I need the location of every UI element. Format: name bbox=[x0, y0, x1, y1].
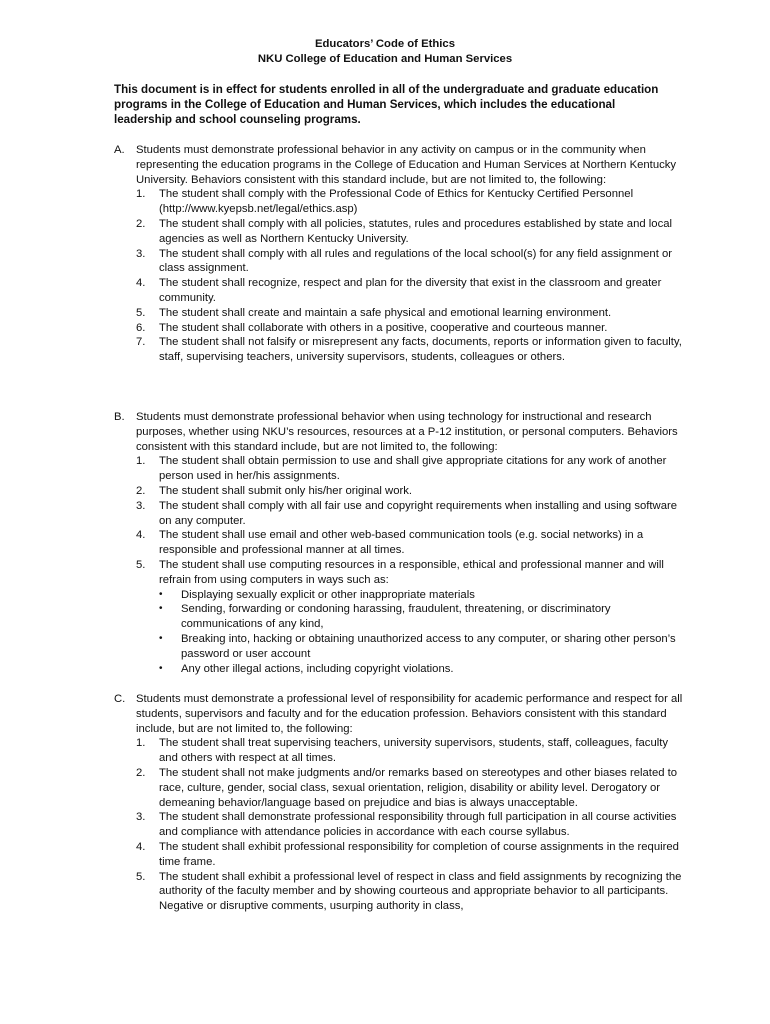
section-letter: C. bbox=[114, 693, 126, 705]
list-item bbox=[114, 736, 684, 766]
item-number: 3. bbox=[136, 247, 146, 260]
list-item bbox=[114, 840, 684, 870]
item-text: The student shall create and maintain a safe physical and emotional learning environment. bbox=[159, 306, 612, 319]
bullet-text: Breaking into, hacking or obtaining unauthorized access to any computer, or sharing other person’s password or user account bbox=[181, 632, 676, 660]
item-number: 2. bbox=[136, 766, 146, 779]
item-number: 1. bbox=[136, 455, 146, 468]
list-item bbox=[114, 247, 684, 277]
list-item bbox=[114, 187, 684, 217]
item-list bbox=[114, 736, 684, 914]
intro-paragraph: This document is in effect for students enrolled in all of the undergraduate and graduate education programs in the College of Education and Human Services, which includes the educational leadership and school counseling programs. bbox=[114, 83, 659, 126]
list-item bbox=[114, 558, 684, 588]
item-text: The student shall comply with the Professional Code of Ethics for Kentucky Certified Personnel (http://www.kyepsb.net/legal/ethics.asp) bbox=[159, 188, 634, 216]
list-item bbox=[114, 528, 684, 558]
section-b bbox=[114, 410, 684, 676]
item-list bbox=[114, 454, 684, 587]
section-a bbox=[114, 143, 684, 365]
item-text: The student shall exhibit a professional level of respect in class and field assignments by recognizing the authority of the faculty member and by showing courteous and appropriate behavior to all participants. Negative or disruptive comments, usurping authority in class, bbox=[159, 870, 682, 913]
bullet-icon: • bbox=[159, 632, 163, 644]
item-text: The student shall not falsify or misrepresent any facts, documents, reports or information given to faculty, staff, supervising teachers, university supervisors, students, colleagues or others. bbox=[159, 336, 682, 364]
section-heading bbox=[114, 692, 684, 736]
item-text: The student shall comply with all rules and regulations of the local school(s) for any field assignment or class assignment. bbox=[159, 247, 673, 275]
list-item bbox=[114, 484, 684, 499]
section-text: Students must demonstrate professional behavior when using technology for instructional and research purposes, whether using NKU’s resources, resources at a P-12 institution, or personal computers. Behaviors consistent with this standard include, but are not limited to, the following: bbox=[136, 411, 678, 453]
section-heading bbox=[114, 410, 684, 454]
item-number: 3. bbox=[136, 811, 146, 824]
item-number: 4. bbox=[136, 529, 146, 542]
item-number: 4. bbox=[136, 277, 146, 290]
item-text: The student shall exhibit professional responsibility for completion of course assignments in the required time frame. bbox=[159, 840, 679, 868]
list-item bbox=[114, 217, 684, 247]
section-letter: A. bbox=[114, 144, 125, 156]
item-number: 2. bbox=[136, 484, 146, 497]
item-number: 1. bbox=[136, 737, 146, 750]
list-item bbox=[114, 321, 684, 336]
list-item bbox=[114, 454, 684, 484]
list-item bbox=[114, 276, 684, 306]
list-item bbox=[114, 306, 684, 321]
item-text: The student shall not make judgments and/or remarks based on stereotypes and other biases related to race, culture, gender, social class, sexual orientation, religion, disability or ability level. Derogatory or demeaning behavior/language based on prejudice and bias is always unacceptable. bbox=[159, 766, 678, 809]
item-number: 5. bbox=[136, 870, 146, 883]
item-text: The student shall demonstrate professional responsibility through full participation in all course activities and compliance with attendance policies in accordance with each course syllabus. bbox=[159, 811, 677, 839]
item-text: The student shall use email and other web-based communication tools (e.g. social networks) in a responsible and professional manner at all times. bbox=[159, 529, 644, 557]
item-text: The student shall submit only his/her original work. bbox=[159, 484, 413, 497]
item-number: 7. bbox=[136, 336, 146, 349]
item-number: 2. bbox=[136, 217, 146, 230]
item-text: The student shall recognize, respect and plan for the diversity that exist in the classroom and greater community. bbox=[159, 277, 662, 304]
item-number: 5. bbox=[136, 558, 146, 571]
list-item bbox=[114, 766, 684, 810]
bullet-icon: • bbox=[159, 603, 163, 615]
bullet-item bbox=[114, 588, 684, 603]
section-text: Students must demonstrate a professional level of responsibility for academic performance and respect for all students, supervisors and faculty and for the education profession. Behaviors consistent with this standard include, but are not limited to, the following: bbox=[136, 693, 683, 735]
list-item bbox=[114, 870, 684, 914]
bullet-list bbox=[114, 588, 684, 677]
item-number: 5. bbox=[136, 306, 146, 319]
bullet-item bbox=[114, 662, 684, 677]
item-text: The student shall use computing resources in a responsible, ethical and professional manner and will refrain from using computers in ways such as: bbox=[159, 558, 664, 586]
list-item bbox=[114, 810, 684, 840]
item-number: 3. bbox=[136, 499, 146, 512]
bullet-item bbox=[114, 632, 684, 662]
bullet-text: Any other illegal actions, including copyright violations. bbox=[181, 662, 454, 675]
item-text: The student shall comply with all policies, statutes, rules and procedures established by state and local agencies as well as Northern Kentucky University. bbox=[159, 217, 673, 245]
item-text: The student shall treat supervising teachers, university supervisors, students, staff, colleagues, faculty and others with respect at all times. bbox=[159, 737, 669, 765]
bullet-item bbox=[114, 602, 684, 632]
bullet-text: Displaying sexually explicit or other inappropriate materials bbox=[181, 588, 475, 601]
item-text: The student shall obtain permission to use and shall give appropriate citations for any work of another person used in her/his assignments. bbox=[159, 455, 667, 483]
bullet-icon: • bbox=[159, 588, 163, 600]
item-text: The student shall collaborate with others in a positive, cooperative and courteous manner. bbox=[159, 321, 608, 334]
item-number: 4. bbox=[136, 840, 146, 853]
item-list bbox=[114, 187, 684, 365]
item-number: 1. bbox=[136, 188, 146, 201]
document-subtitle: NKU College of Education and Human Services bbox=[257, 53, 513, 65]
bullet-icon: • bbox=[159, 662, 163, 674]
item-number: 6. bbox=[136, 321, 146, 334]
item-text: The student shall comply with all fair use and copyright requirements when installing and using software on any computer. bbox=[159, 499, 678, 527]
list-item bbox=[114, 335, 684, 365]
section-heading bbox=[114, 143, 684, 187]
section-letter: B. bbox=[114, 411, 125, 423]
document-title: Educators’ Code of Ethics bbox=[315, 38, 455, 50]
list-item bbox=[114, 499, 684, 529]
bullet-text: Sending, forwarding or condoning harassing, fraudulent, threatening, or discriminatory communications of any kind, bbox=[181, 603, 611, 631]
section-c bbox=[114, 692, 684, 914]
section-text: Students must demonstrate professional behavior in any activity on campus or in the community when representing the education programs in the College of Education and Human Services at Northern Kentucky University. Behaviors consistent with this standard include, but are not limited to, the following: bbox=[136, 144, 677, 186]
